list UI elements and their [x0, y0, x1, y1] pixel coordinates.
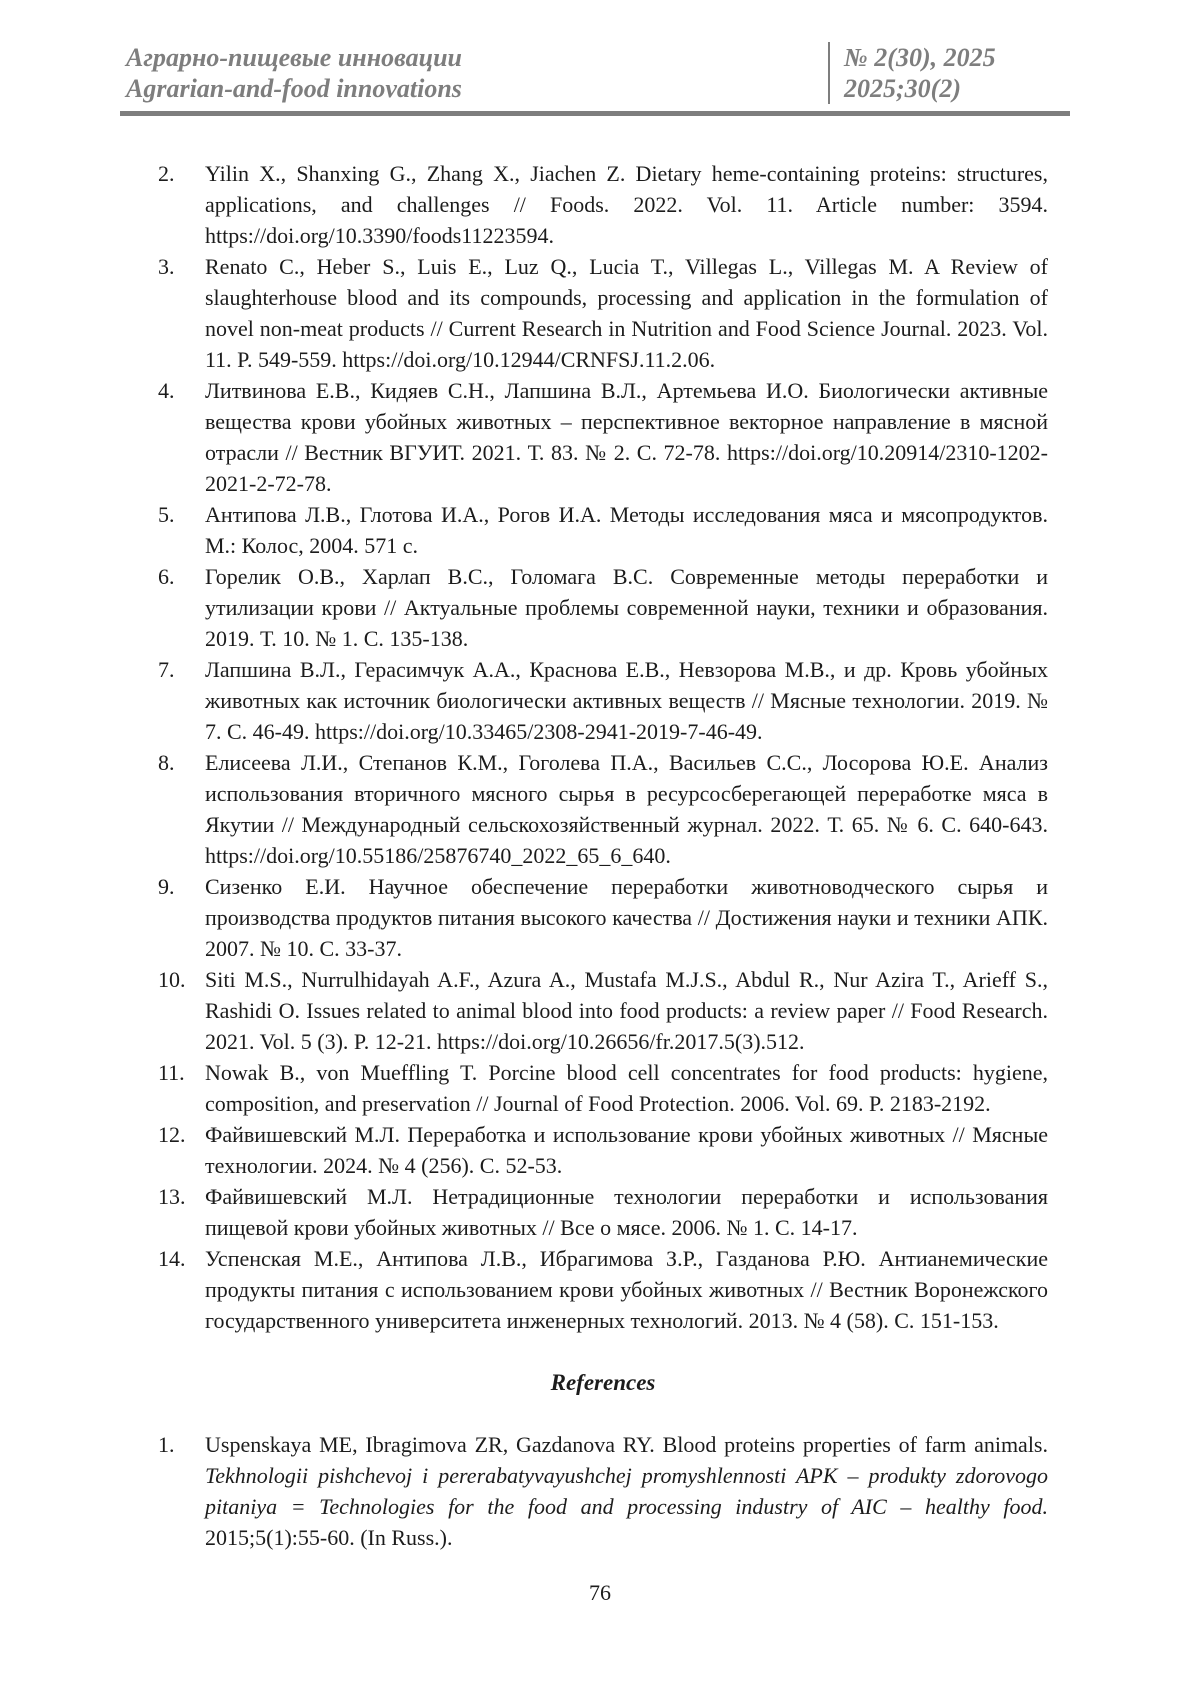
reference-number: 5.: [158, 502, 175, 527]
reference-item: [158, 964, 1048, 1057]
reference-number: 14.: [158, 1246, 186, 1271]
reference-number: 2.: [158, 161, 175, 186]
journal-title-russian: Аграрно-пищевые инновации: [126, 43, 462, 72]
issue-number: № 2(30), 2025: [844, 43, 996, 72]
reference-item: [158, 1119, 1048, 1181]
journal-title-block: [120, 42, 828, 104]
journal-title-english: Agrarian-and-food innovations: [126, 74, 462, 103]
reference-item: [158, 1057, 1048, 1119]
references-heading: References: [550, 1370, 656, 1395]
issue-citation: 2025;30(2): [844, 74, 961, 103]
reference-item: [158, 375, 1048, 499]
reference-text: Антипова Л.В., Глотова И.А., Рогов И.А. Методы исследования мяса и мясопродуктов. М.: Колос, 2004. 571 с.: [205, 502, 1048, 558]
reference-text: Renato C., Heber S., Luis E., Luz Q., Lucia T., Villegas L., Villegas M. A Review of slaughterhouse blood and its compounds, processing and application in the formulation of novel non-meat products // Current Research in Nutrition and Food Science Journal. 2023. Vol. 11. P. 549-559. https://doi.org/10.12944/CRNFSJ.11.2.06.: [205, 254, 1048, 372]
reference-item: [158, 1243, 1048, 1336]
reference-item: [158, 654, 1048, 747]
reference-text: Файвишевский М.Л. Переработка и использование крови убойных животных // Мясные технологии. 2024. № 4 (256). С. 52-53.: [205, 1122, 1048, 1178]
reference-number: 10.: [158, 967, 186, 992]
reference-text: Горелик О.В., Харлап В.С., Голомага В.С. Современные методы переработки и утилизации крови // Актуальные проблемы современной науки, техники и образования. 2019. Т. 10. № 1. С. 135-138.: [205, 564, 1048, 651]
reference-item: [158, 158, 1048, 251]
reference-item: [158, 499, 1048, 561]
issue-info-block: [828, 42, 1070, 104]
reference-text: Елисеева Л.И., Степанов К.М., Гоголева П.А., Васильев С.С., Лосорова Ю.Е. Анализ использования вторичного мясного сырья в ресурсосберегающей переработке мяса в Якутии // Международный сельскохозяйственный журнал. 2022. Т. 65. № 6. С. 640-643. https://doi.org/10.55186/25876740_2022_65_6_640.: [205, 750, 1048, 868]
english-references-list: [158, 1429, 1048, 1553]
reference-item: [158, 251, 1048, 375]
page-content: [158, 158, 1048, 1553]
reference-text: Файвишевский М.Л. Нетрадиционные технологии переработки и использования пищевой крови убойных животных // Все о мясе. 2006. № 1. С. 14-17.: [205, 1184, 1048, 1240]
reference-text: Nowak B., von Mueffling T. Porcine blood cell concentrates for food products: hygiene, composition, and preservation // Journal of Food Protection. 2006. Vol. 69. P. 2183-2192.: [205, 1060, 1048, 1116]
reference-text: Успенская М.Е., Антипова Л.В., Ибрагимова З.Р., Газданова Р.Ю. Антианемические продукты питания с использованием крови убойных животных // Вестник Воронежского государственного университета инженерных технологий. 2013. № 4 (58). С. 151-153.: [205, 1246, 1048, 1333]
reference-item: [158, 871, 1048, 964]
reference-number: 7.: [158, 657, 175, 682]
running-head: [120, 42, 1070, 116]
reference-number: 4.: [158, 378, 175, 403]
reference-number: 1.: [158, 1432, 175, 1457]
reference-number: 11.: [158, 1060, 185, 1085]
bibliography-list: [158, 158, 1048, 1336]
reference-number: 8.: [158, 750, 175, 775]
reference-item: [158, 1181, 1048, 1243]
page-footer: [0, 1577, 1200, 1608]
page-number: 76: [589, 1580, 611, 1605]
reference-number: 12.: [158, 1122, 186, 1147]
reference-number: 9.: [158, 874, 175, 899]
reference-text: Лапшина В.Л., Герасимчук А.А., Краснова Е.В., Невзорова М.В., и др. Кровь убойных животных как источник биологически активных веществ // Мясные технологии. 2019. № 7. С. 46-49. https://doi.org/10.33465/2308-2941-2019-7-46-49.: [205, 657, 1048, 744]
reference-text: Сизенко Е.И. Научное обеспечение переработки животноводческого сырья и производства продуктов питания высокого качества // Достижения науки и техники АПК. 2007. № 10. С. 33-37.: [205, 874, 1048, 961]
reference-number: 6.: [158, 564, 175, 589]
reference-number: 13.: [158, 1184, 186, 1209]
reference-text: Siti M.S., Nurrulhidayah A.F., Azura A., Mustafa M.J.S., Abdul R., Nur Azira T., Arieff S., Rashidi O. Issues related to animal blood into food products: a review paper // Food Research. 2021. Vol. 5 (3). P. 12-21. https://doi.org/10.26656/fr.2017.5(3).512.: [205, 967, 1048, 1054]
reference-item: [158, 1429, 1048, 1553]
reference-number: 3.: [158, 254, 175, 279]
reference-item: [158, 747, 1048, 871]
reference-item: [158, 561, 1048, 654]
reference-text: Uspenskaya ME, Ibragimova ZR, Gazdanova RY. Blood proteins properties of farm animals. Tekhnologii pishchevoj i pererabatyvayushchej promyshlennosti APK – produkty zdorovogo pitaniya = Technologies for the food and processing industry of AIC – healthy food. 2015;5(1):55-60. (In Russ.).: [205, 1432, 1048, 1550]
reference-text: Yilin X., Shanxing G., Zhang X., Jiachen Z. Dietary heme-containing proteins: structures, applications, and challenges // Foods. 2022. Vol. 11. Article number: 3594. https://doi.org/10.3390/foods11223594.: [205, 161, 1048, 248]
reference-text: Литвинова Е.В., Кидяев С.Н., Лапшина В.Л., Артемьева И.О. Биологически активные вещества крови убойных животных – перспективное векторное направление в мясной отрасли // Вестник ВГУИТ. 2021. Т. 83. № 2. С. 72-78. https://doi.org/10.20914/2310-1202-2021-2-72-78.: [205, 378, 1048, 496]
